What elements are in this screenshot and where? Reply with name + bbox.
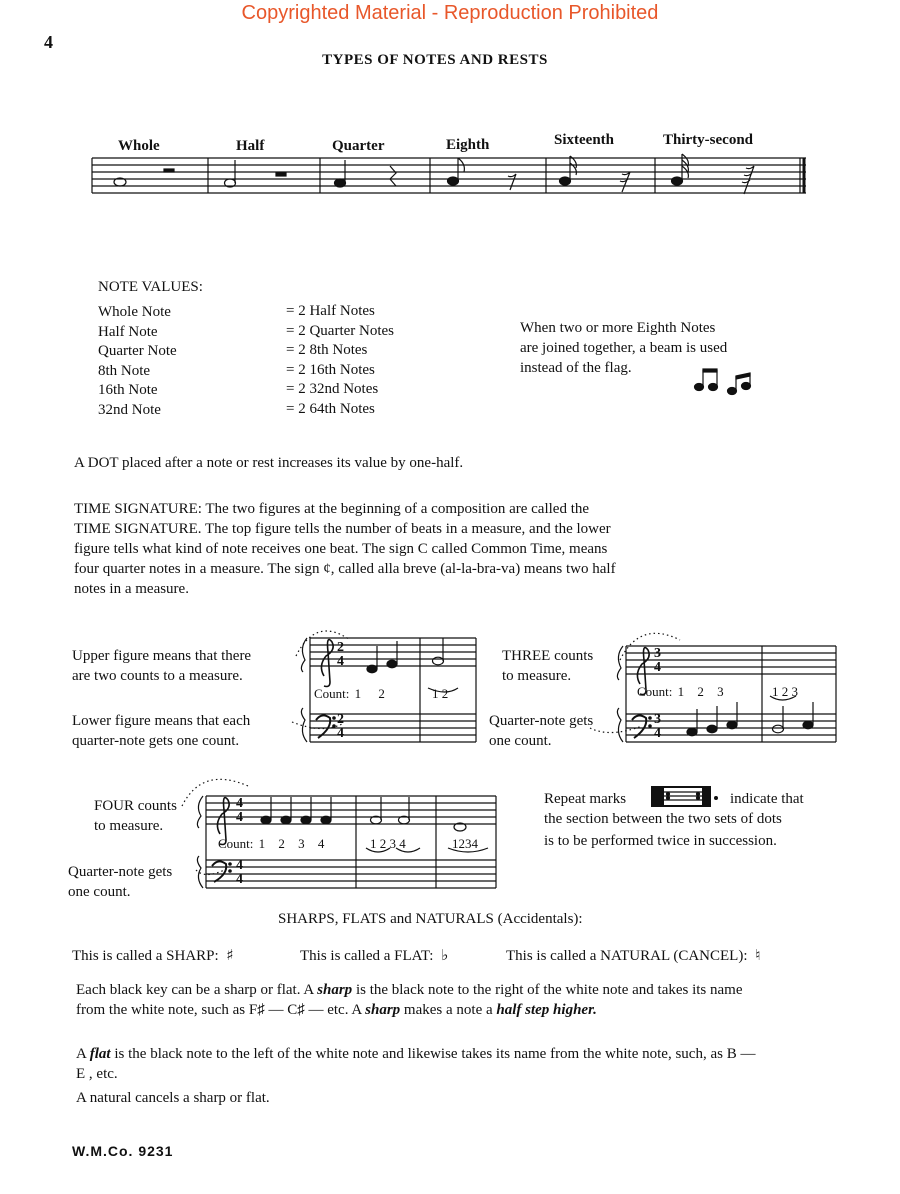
note-types-staff bbox=[92, 158, 806, 193]
paragraph-line: four quarter notes in a measure. The sign ¢, called alla breve (al-la-bra-va) means two half bbox=[74, 561, 616, 577]
page-number: 4 bbox=[44, 32, 53, 52]
note-value-name: 16th Note bbox=[98, 382, 158, 399]
note-type-label: Whole bbox=[118, 138, 160, 154]
count-number: 2 bbox=[697, 684, 704, 699]
repeat-explanation-line: is to be performed twice in succession. bbox=[544, 833, 777, 849]
count-number: 2 bbox=[378, 686, 385, 701]
note-type-label: Quarter bbox=[332, 138, 385, 154]
caption-line: one count. bbox=[489, 733, 552, 749]
time-sig-top: 4 bbox=[236, 796, 243, 811]
count-measure-3: 1234 bbox=[452, 836, 478, 851]
dot-explanation: A DOT placed after a note or rest increases its value by one-half. bbox=[74, 455, 464, 471]
note-values-heading: NOTE VALUES: bbox=[98, 279, 203, 295]
lower-figure-caption bbox=[72, 711, 250, 751]
note-type-label: Eighth bbox=[446, 137, 490, 153]
repeat-indicate-text: indicate that bbox=[730, 791, 804, 807]
time-sig-bottom: 4 bbox=[654, 726, 661, 741]
paragraph-line: notes in a measure. bbox=[74, 581, 189, 597]
time-sig-top: 2 bbox=[337, 640, 344, 655]
note-value-name: Whole Note bbox=[98, 304, 171, 320]
sixteenth-rest bbox=[620, 172, 630, 192]
note-value-equals: = 2 64th Notes bbox=[286, 400, 375, 417]
three-counts-caption bbox=[502, 646, 593, 686]
flat-paragraph bbox=[76, 1044, 756, 1084]
beam-line: When two or more Eighth Notes bbox=[520, 320, 716, 336]
sharp-label: This is called a SHARP: bbox=[72, 948, 219, 964]
emphasis: sharp bbox=[317, 982, 353, 998]
count-measure-2: 1 2 bbox=[432, 686, 449, 701]
eighth-rest bbox=[508, 174, 516, 190]
caption-line: one count. bbox=[68, 884, 131, 900]
note-value-equals: = 2 Half Notes bbox=[286, 303, 375, 319]
text-run: Each black key can be a sharp or flat. A bbox=[76, 982, 318, 998]
count-label: Count: bbox=[314, 686, 350, 701]
count-number: 2 bbox=[278, 836, 285, 851]
sharp-icon: ♯ bbox=[226, 946, 234, 964]
count-measure-2: 1 2 3 4 bbox=[370, 836, 406, 851]
text-run: is the black note to the left of the white note and likewise takes its name from the white note, such, as B — E , etc. bbox=[76, 1046, 756, 1082]
note-value-name: 8th Note bbox=[98, 362, 151, 379]
caption-line: Quarter-note gets bbox=[489, 713, 594, 729]
caption-line: Lower figure means that each bbox=[72, 713, 251, 729]
note-value-name: Quarter Note bbox=[98, 343, 177, 360]
time-sig-top: 3 bbox=[654, 712, 661, 727]
caption-line: to measure. bbox=[502, 668, 572, 684]
half-rest bbox=[276, 173, 286, 176]
bass-clef-icon bbox=[212, 861, 226, 882]
repeat-explanation-line: the section between the two sets of dots bbox=[544, 811, 782, 827]
count-label: Count: bbox=[637, 684, 673, 699]
repeat-sign-icon bbox=[651, 786, 717, 807]
caption-line: are two counts to a measure. bbox=[72, 668, 243, 684]
time-sig-top: 4 bbox=[236, 858, 243, 873]
time-sig-bottom: 4 bbox=[236, 810, 243, 825]
quarter-note-caption bbox=[489, 711, 593, 751]
paragraph-line: figure tells what kind of note receives one beat. The sign C called Common Time, means bbox=[74, 541, 608, 557]
quarter-rest bbox=[390, 166, 396, 186]
flat-definition bbox=[300, 946, 448, 965]
count-row bbox=[218, 836, 324, 852]
paragraph-line: TIME SIGNATURE: The two figures at the beginning of a composition are called the bbox=[74, 501, 590, 517]
whole-rest bbox=[164, 169, 174, 172]
count-number: 1 bbox=[677, 684, 685, 699]
paragraph-line: TIME SIGNATURE. The top figure tells the number of beats in a measure, and the lower bbox=[74, 521, 611, 537]
sharp-definition bbox=[72, 946, 234, 965]
note-values-equivalents bbox=[286, 302, 394, 420]
note-value-name: 32nd Note bbox=[98, 401, 161, 418]
time-signature-paragraph bbox=[74, 499, 616, 599]
treble-clef-icon bbox=[321, 640, 333, 687]
quarter-note bbox=[335, 179, 346, 187]
note-value-equals: = 2 32nd Notes bbox=[286, 381, 379, 398]
caption-line: quarter-note gets one count. bbox=[72, 733, 240, 749]
note-value-equals: = 2 8th Notes bbox=[286, 342, 368, 359]
count-number: 1 bbox=[258, 836, 266, 851]
natural-paragraph: A natural cancels a sharp or flat. bbox=[76, 1090, 270, 1106]
caption-line: Upper figure means that there bbox=[72, 648, 252, 664]
quarter-note-caption bbox=[68, 862, 172, 902]
natural-icon: ♮ bbox=[755, 946, 761, 964]
upper-figure-caption bbox=[72, 646, 251, 686]
natural-label: This is called a NATURAL (CANCEL): bbox=[506, 948, 748, 964]
beam-line: are joined together, a beam is used bbox=[520, 340, 728, 356]
note-values-names bbox=[98, 303, 177, 421]
beam-explanation bbox=[520, 318, 727, 378]
note-type-label: Half bbox=[236, 138, 265, 154]
footer-catalog-number: W.M.Co. 9231 bbox=[72, 1143, 174, 1159]
time-sig-bottom: 4 bbox=[337, 654, 344, 669]
repeat-marks-label: Repeat marks bbox=[544, 791, 627, 807]
count-row bbox=[637, 684, 724, 700]
note-type-label: Sixteenth bbox=[554, 132, 614, 148]
text-run: makes a note a bbox=[400, 1002, 497, 1018]
caption-line: Quarter-note gets bbox=[68, 864, 173, 880]
page-title: TYPES OF NOTES AND RESTS bbox=[322, 52, 548, 68]
caption-line: FOUR counts bbox=[94, 798, 177, 814]
caption-line: THREE counts bbox=[502, 648, 594, 664]
note-value-name: Half Note bbox=[98, 323, 158, 340]
note-type-label: Thirty-second bbox=[663, 132, 753, 148]
count-number: 1 bbox=[354, 686, 362, 701]
sharp-paragraph bbox=[76, 980, 756, 1020]
count-label: Count: bbox=[218, 836, 254, 851]
flat-label: This is called a FLAT: bbox=[300, 948, 434, 964]
count-row bbox=[314, 686, 385, 702]
thirty-second-rest bbox=[742, 166, 754, 194]
count-number: 3 bbox=[717, 684, 724, 699]
copyright-watermark: Copyrighted Material - Reproduction Prohibited bbox=[241, 2, 659, 24]
caption-line: to measure. bbox=[94, 818, 164, 834]
count-number: 4 bbox=[317, 836, 325, 851]
time-sig-top: 2 bbox=[337, 712, 344, 727]
sixteenth-note bbox=[560, 177, 571, 185]
emphasis: sharp bbox=[365, 1002, 401, 1018]
natural-definition bbox=[506, 946, 761, 965]
note-value-equals: = 2 16th Notes bbox=[286, 361, 375, 378]
count-number: 3 bbox=[298, 836, 305, 851]
note-value-equals: = 2 Quarter Notes bbox=[286, 322, 395, 339]
thirty-second-note bbox=[672, 177, 683, 185]
beam-line: instead of the flag. bbox=[520, 360, 632, 376]
four-counts-caption bbox=[94, 796, 177, 836]
emphasis: half step higher. bbox=[496, 1002, 597, 1018]
emphasis: flat bbox=[89, 1046, 111, 1062]
time-sig-bottom: 4 bbox=[654, 660, 661, 675]
time-sig-bottom: 4 bbox=[337, 726, 344, 741]
accidentals-heading: SHARPS, FLATS and NATURALS (Accidentals): bbox=[278, 911, 583, 927]
eighth-note bbox=[448, 177, 459, 185]
time-sig-bottom: 4 bbox=[236, 872, 243, 887]
time-sig-top: 3 bbox=[654, 646, 661, 661]
count-measure-2: 1 2 3 bbox=[772, 684, 798, 699]
text-run: is the black note to the right of the white note and takes its name from the white note, such as F♯ — C♯ — etc. A bbox=[76, 982, 743, 1018]
flat-icon: ♭ bbox=[441, 946, 449, 964]
text-run: A bbox=[76, 1046, 90, 1062]
